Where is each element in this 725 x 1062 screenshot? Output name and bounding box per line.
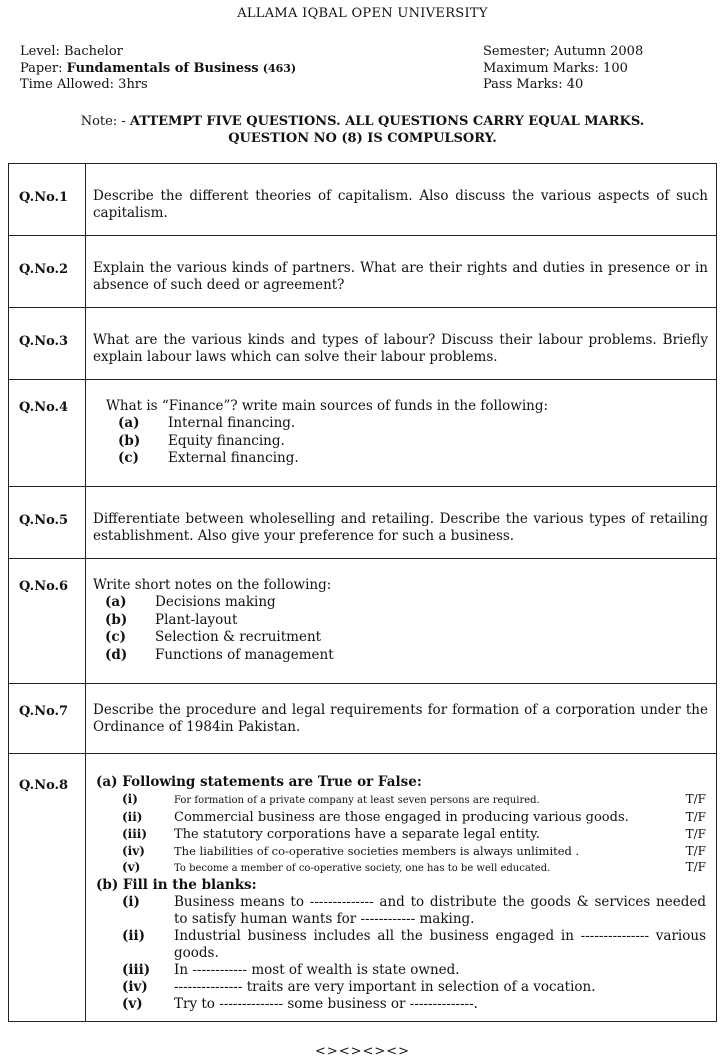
question-number: Q.No.7	[9, 684, 86, 754]
question-number: Q.No.8	[9, 754, 86, 1022]
semester-line: Semester; Autumn 2008	[483, 44, 644, 59]
question-text: Describe the procedure and legal requirements for formation of a corporation under the Ordinance of 1984in Pakistan.	[86, 684, 717, 754]
part-a-title: (a) Following statements are True or False:	[96, 774, 422, 790]
question-text: What is “Finance”? write main sources of funds in the following:	[106, 398, 549, 414]
tf-statement: (v) To become a member of co-operative society, one has to be well educated. T/F	[122, 860, 706, 874]
tf-statement: (i) For formation of a private company at least seven persons are required. T/F	[122, 792, 706, 806]
blank-statement: (ii) Industrial business includes all the business engaged in --------------- various goods.	[122, 928, 706, 961]
question-row-8	[9, 754, 717, 1022]
question-text: Write short notes on the following:	[93, 577, 332, 593]
question-row-3	[9, 308, 717, 380]
blank-statement: (iv) --------------- traits are very important in selection of a vocation.	[122, 979, 596, 995]
question-row-7	[9, 684, 717, 754]
university-title: ALLAMA IQBAL OPEN UNIVERSITY	[237, 6, 488, 21]
tf-statement: (ii) Commercial business are those engaged in producing various goods. T/F	[122, 810, 706, 825]
sub-item: (b) Equity financing.	[118, 432, 285, 449]
question-text: What are the various kinds and types of labour? Discuss their labour problems. Briefly explain labour laws which can solve their labour problems.	[86, 308, 717, 380]
part-b-title: (b) Fill in the blanks:	[96, 877, 257, 893]
paper-code: (463)	[262, 61, 297, 75]
sub-item: (a) Internal financing.	[118, 415, 296, 431]
question-number: Q.No.6	[9, 559, 86, 684]
blank-statement: (i) Business means to -------------- and to distribute the goods & services needed to satisfy human wants for ------------ making.	[122, 894, 706, 927]
exam-meta-left	[20, 44, 296, 94]
blank-statement: (iii) In ------------ most of wealth is state owned.	[122, 962, 460, 978]
tf-statement: (iv) The liabilities of co-operative societies members is always unlimited . T/F	[122, 844, 706, 858]
paper-line: Paper: Fundamentals of Business (463)	[20, 60, 297, 76]
pass-marks-line: Pass Marks: 40	[483, 77, 584, 92]
sub-item: (d) Functions of management	[105, 646, 334, 663]
sub-item: (b) Plant-layout	[105, 611, 238, 628]
sub-item: (a) Decisions making	[105, 594, 276, 610]
time-line: Time Allowed: 3hrs	[20, 77, 148, 92]
paper-name: Fundamentals of Business	[66, 60, 259, 76]
question-text: Differentiate between wholeselling and retailing. Describe the various types of retailing establishment. Also give your preference for such a business.	[86, 487, 717, 559]
question-number: Q.No.5	[9, 487, 86, 559]
tf-statement: (iii) The statutory corporations have a separate legal entity. T/F	[122, 827, 706, 842]
sub-item: (c) External financing.	[118, 450, 299, 466]
blank-statement: (v) Try to -------------- some business or --------------.	[122, 996, 478, 1012]
question-number: Q.No.1	[9, 164, 86, 236]
question-number: Q.No.4	[9, 380, 86, 487]
question-row-2	[9, 236, 717, 308]
question-row-6	[9, 559, 717, 684]
question-row-1	[9, 164, 717, 236]
sub-item: (c) Selection & recruitment	[105, 629, 322, 645]
question-number: Q.No.2	[9, 236, 86, 308]
question-row-5	[9, 487, 717, 559]
footer-ornament: <><><><>	[314, 1044, 411, 1059]
exam-note: Note: - ATTEMPT FIVE QUESTIONS. ALL QUESTIONS CARRY EQUAL MARKS. QUESTION NO (8) IS COMPULSORY.	[80, 114, 645, 146]
question-number: Q.No.3	[9, 308, 86, 380]
max-marks-line: Maximum Marks: 100	[483, 60, 628, 76]
exam-meta-right	[483, 44, 643, 94]
question-row-4	[9, 380, 717, 487]
level-line: Level: Bachelor	[20, 44, 123, 59]
question-text: Describe the different theories of capitalism. Also discuss the various aspects of such capitalism.	[86, 164, 717, 236]
question-text: Explain the various kinds of partners. What are their rights and duties in presence or in absence of such deed or agreement?	[86, 236, 717, 308]
questions-table	[8, 163, 717, 1022]
